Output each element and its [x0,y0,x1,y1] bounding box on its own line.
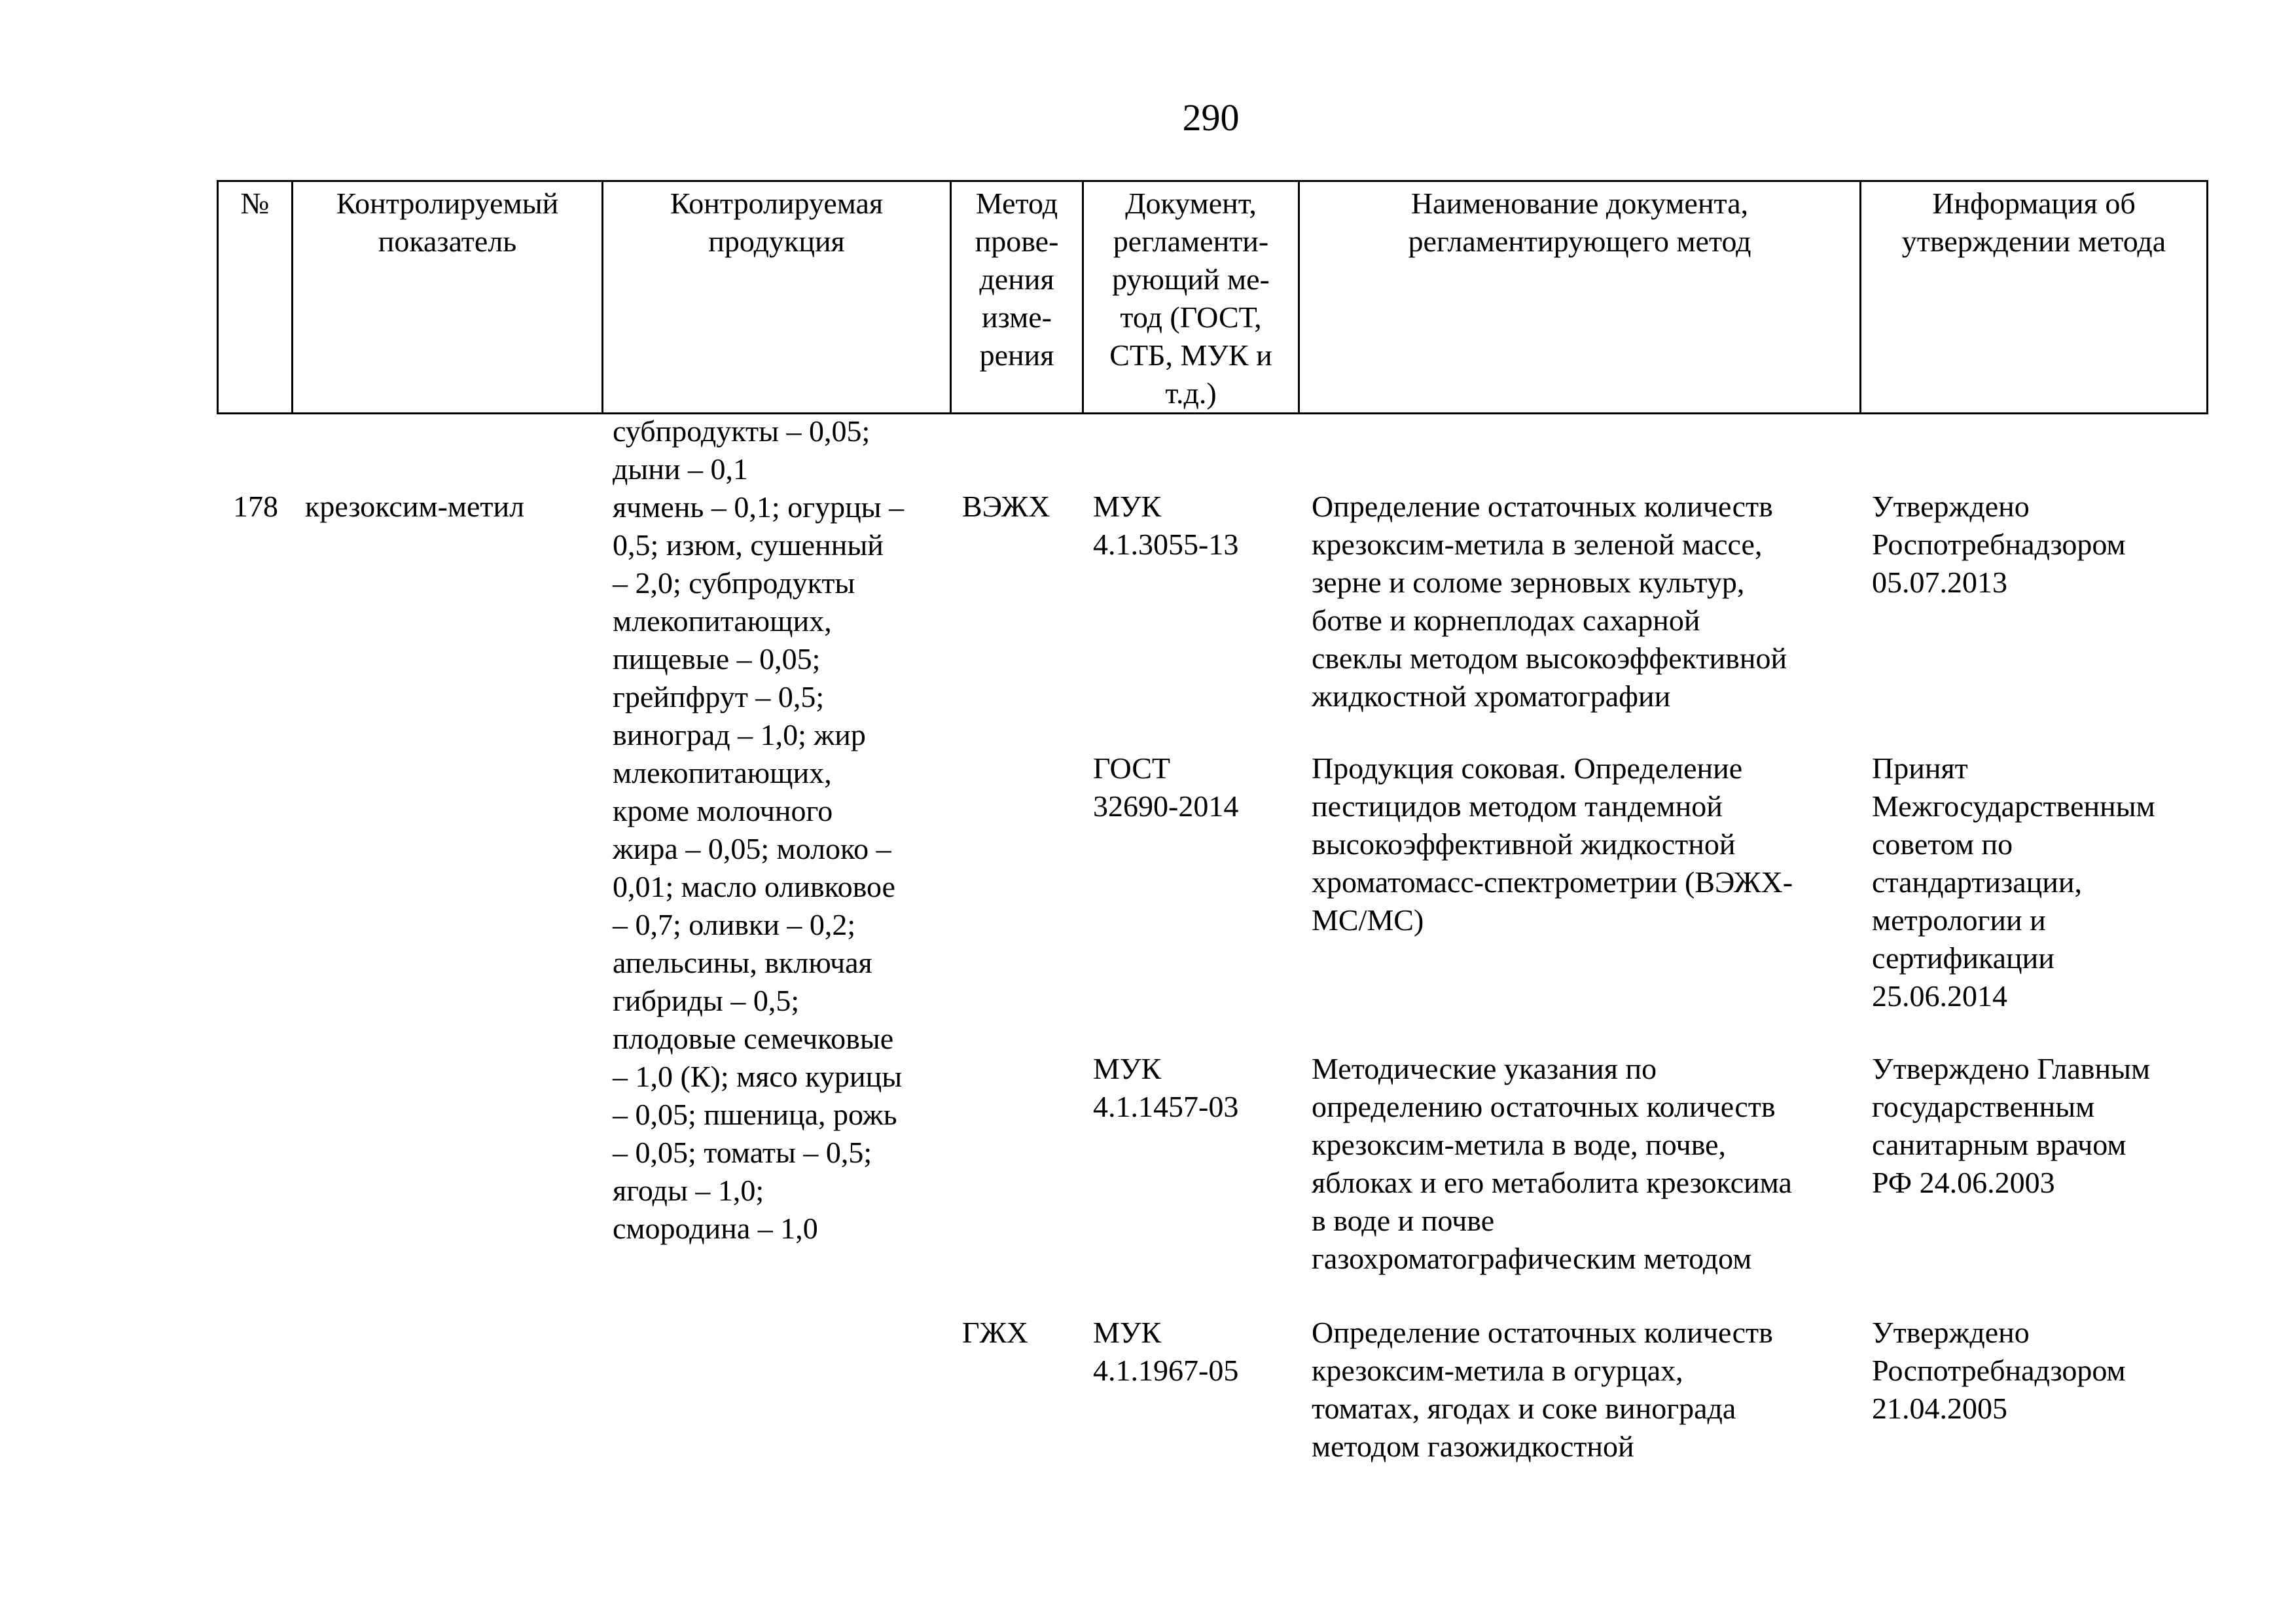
page-number: 290 [1182,96,1240,139]
header-document: Документ, регламенти- рующий ме- тод (ГОСТ, СТБ, МУК и т.д.) [1083,181,1299,414]
entry-approval: Принят Межгосударственным советом по стандартизации, метрологии и сертификации 25.06.2014 [1872,751,2155,1013]
entry-doc-name: Определение остаточных количеств крезоксим-метила в огурцах, томатах, ягодах и соке винограда методом газожидкостной [1312,1316,1773,1463]
entry-method: ГЖХ [962,1316,1029,1349]
row-number: 178 [233,490,278,523]
entry-document: МУК 4.1.3055-13 [1093,490,1239,561]
entry-doc-name: Определение остаточных количеств крезоксим-метила в зеленой массе, зерне и соломе зерновых культур, ботве и корнеплодах сахарной свеклы методом высокоэффективной жидкостной хроматографии [1312,490,1787,713]
table-header [217,180,2208,414]
entry-approval: Утверждено Главным государственным санитарным врачом РФ 24.06.2003 [1872,1052,2151,1199]
row-products: субпродукты – 0,05; дыни – 0,1 ячмень – 0,1; огурцы – 0,5; изюм, сушенный – 2,0; субпродукты млекопитающих, пищевые – 0,05; грейпфрут – 0,5; виноград – 1,0; жир млекопитающих, кроме молочного жира – 0,05; молоко – 0,01; масло оливковое – 0,7; оливки – 0,2; апельсины, включая гибриды – 0,5; плодовые семечковые – 1,0 (К); мясо курицы – 0,05; пшеница, рожь – 0,05; томаты – 0,5; ягоды – 1,0; смородина – 1,0 [613,414,905,1245]
header-indicator: Контролируемый показатель [293,181,603,414]
header-number: № [218,181,293,414]
header-products: Контролируемая продукция [603,181,951,414]
entry-method: ВЭЖХ [962,490,1050,523]
entry-doc-name: Продукция соковая. Определение пестицидов методом тандемной высокоэффективной жидкостной хроматомасс-спектрометрии (ВЭЖХ- МС/МС) [1312,751,1793,937]
header-doc-name: Наименование документа, регламентирующего метод [1299,181,1861,414]
entry-document: ГОСТ 32690-2014 [1093,751,1239,823]
entry-approval: Утверждено Роспотребнадзором 21.04.2005 [1872,1316,2126,1425]
header-approval: Информация об утверждении метода [1861,181,2208,414]
entry-document: МУК 4.1.1967-05 [1093,1316,1239,1387]
row-indicator: крезоксим-метил [305,490,525,523]
entry-approval: Утверждено Роспотребнадзором 05.07.2013 [1872,490,2126,599]
header-method: Метод прове- дения изме- рения [951,181,1083,414]
entry-doc-name: Методические указания по определению остаточных количеств крезоксим-метила в воде, почве, яблоках и его метаболита крезоксима в воде и почве газохроматографическим методом [1312,1052,1792,1275]
entry-document: МУК 4.1.1457-03 [1093,1052,1239,1123]
